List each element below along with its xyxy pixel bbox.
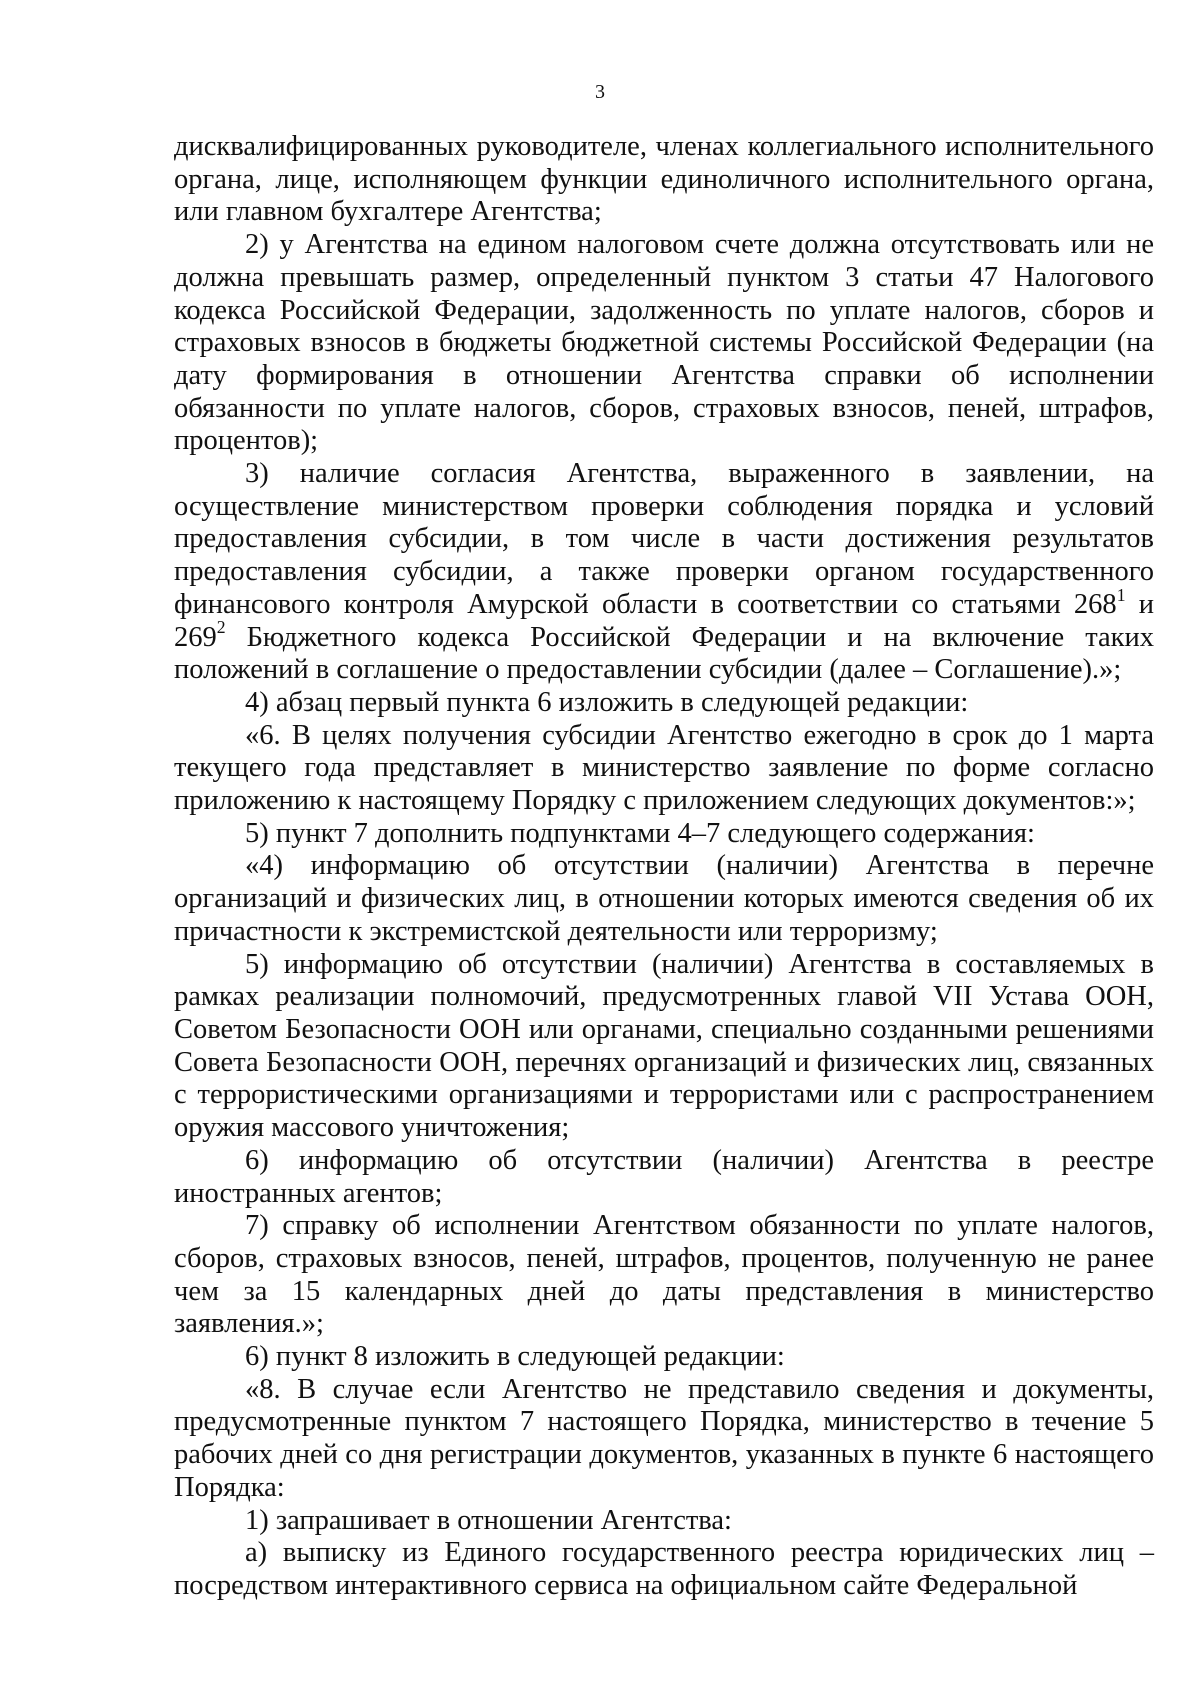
paragraph-subitem-7: 7) справку об исполнении Агентством обязанности по уплате налогов, сборов, страховых взносов, пеней, штрафов, процентов, полученную не ранее чем за 15 календарных дней до даты представления в министерство заявления.»; [174,1210,1154,1340]
paragraph-subitem-4: «4) информацию об отсутствии (наличии) Агентства в перечне организаций и физических лиц, в отношении которых имеются сведения об их причастности к экстремистской деятельности или терроризму; [174,850,1154,947]
paragraph-item-3-text-c: Бюджетного кодекса Российской Федерации и на включение таких положений в соглашение о предоставлении субсидии (далее – Соглашение).»; [174,621,1154,686]
paragraph-subitem-6: 6) информацию об отсутствии (наличии) Агентства в реестре иностранных агентов; [174,1144,1154,1209]
paragraph-continuation: дисквалифицированных руководителе, членах коллегиального исполнительного органа, лице, исполняющем функции единоличного исполнительного органа, или главном бухгалтере Агентства; [174,131,1154,228]
paragraph-amendment-6: 6) пункт 8 изложить в следующей редакции: [245,1341,785,1373]
paragraph-clause-8-item-1: 1) запрашивает в отношении Агентства: [245,1504,732,1536]
paragraph-clause-8: «8. В случае если Агентство не представило сведения и документы, предусмотренные пунктом 7 настоящего Порядка, министерство в течение 5 рабочих дней со дня регистрации документов, указанных в пункте 6 настоящего Порядка: [174,1373,1154,1503]
paragraph-clause-6: «6. В целях получения субсидии Агентство ежегодно в срок до 1 марта текущего года представляет в министерство заявление по форме согласно приложению к настоящему Порядку с приложением следующих документов:»; [174,719,1154,817]
paragraph-clause-8-item-a: а) выписку из Единого государственного реестра юридических лиц – посредством интерактивного сервиса на официальном сайте Федеральной [174,1537,1154,1601]
superscript-2: 2 [216,617,226,638]
paragraph-item-3 [174,458,1154,687]
paragraph-amendment-4: 4) абзац первый пункта 6 изложить в следующей редакции: [245,686,969,718]
document-body [174,131,1154,1603]
superscript-1: 1 [1116,584,1126,605]
paragraph-item-2: 2) у Агентства на едином налоговом счете должна отсутствовать или не должна превышать размер, определенный пунктом 3 статьи 47 Налогового кодекса Российской Федерации, задолженность по уплате налогов, сборов и страховых взносов в бюджеты бюджетной системы Российской Федерации (на дату формирования в отношении Агентства справки об исполнении обязанности по уплате налогов, сборов, страховых взносов, пеней, штрафов, процентов); [174,229,1154,457]
paragraph-item-3-text-b: и 269 [174,588,1154,653]
paragraph-amendment-5: 5) пункт 7 дополнить подпунктами 4–7 следующего содержания: [245,817,1035,849]
paragraph-subitem-5: 5) информацию об отсутствии (наличии) Агентства в составляемых в рамках реализации полномочий, предусмотренных главой VII Устава ООН, Советом Безопасности ООН или органами, специально созданными решениями Совета Безопасности ООН, перечнях организаций и физических лиц, связанных с террористическими организациями и террористами или с распространением оружия массового уничтожения; [174,948,1154,1144]
page-number: 3 [595,81,605,103]
paragraph-item-3-text-a: 3) наличие согласия Агентства, выраженного в заявлении, на осуществление министерством проверки соблюдения порядка и условий предоставления субсидии, в том числе в части достижения результатов предоставления субсидии, а также проверки органом государственного финансового контроля Амурской области в соответствии со статьями 268 [174,458,1154,620]
